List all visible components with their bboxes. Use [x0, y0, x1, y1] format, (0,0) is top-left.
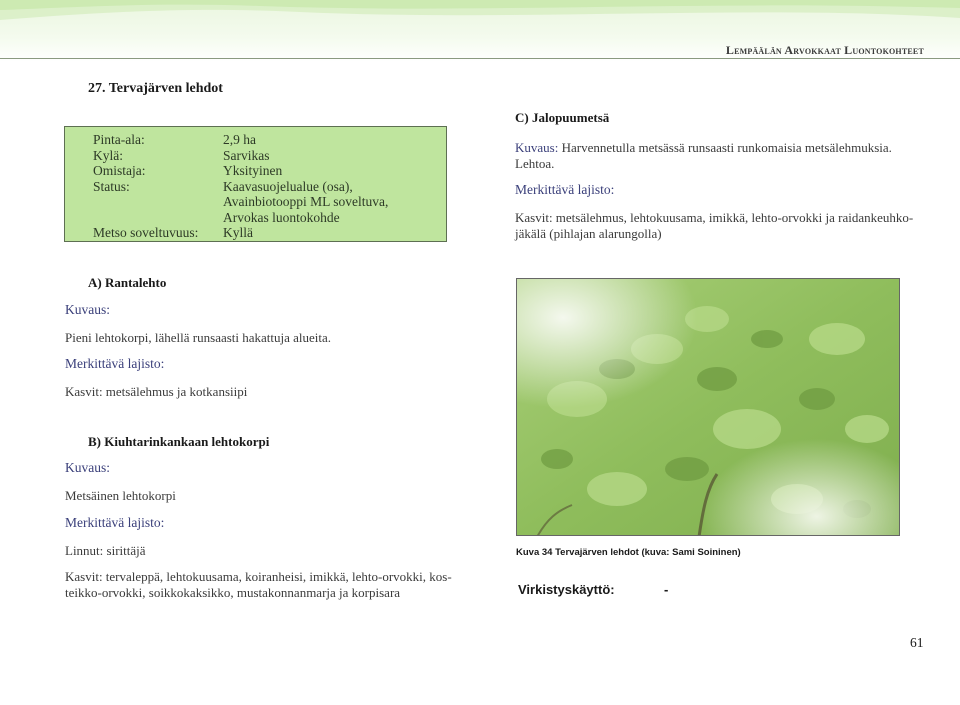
info-value: Sarvikas	[223, 147, 270, 163]
section-b-title: B) Kiuhtarinkankaan lehtokorpi	[88, 434, 270, 449]
info-value: Yksityinen	[223, 163, 283, 178]
section-b-kuvaus-label: Kuvaus:	[65, 460, 110, 475]
info-box	[64, 126, 447, 242]
header-swoosh	[0, 0, 960, 70]
header-rule	[0, 58, 960, 59]
info-value: Arvokas luontokohde	[223, 209, 340, 225]
section-a-kuvaus-label: Kuvaus:	[65, 302, 110, 317]
section-c-kuvaus	[515, 140, 892, 156]
info-key: Status:	[93, 178, 130, 194]
section-c-lajisto-label: Merkittävä lajisto:	[515, 182, 615, 197]
section-b-linnut: Linnut: sirittäjä	[65, 543, 146, 558]
kuvaus-label: Kuvaus:	[515, 140, 559, 155]
info-value: Kaavasuojelualue (osa),	[223, 178, 353, 194]
section-b-kuvaus: Metsäinen lehtokorpi	[65, 488, 176, 503]
info-key: Pinta-ala:	[93, 132, 145, 147]
virkistys-label: Virkistyskäyttö:	[518, 582, 615, 597]
leaf-canopy-image	[517, 279, 900, 536]
section-c-title: C) Jalopuumetsä	[515, 110, 610, 125]
info-key: Metso soveltuvuus:	[93, 225, 199, 240]
info-key: Omistaja:	[93, 163, 146, 178]
section-b-lajisto-label: Merkittävä lajisto:	[65, 515, 165, 530]
section-c-kasvit-cont: jäkälä (pihlajan alarungolla)	[515, 226, 662, 241]
photo-caption: Kuva 34 Tervajärven lehdot (kuva: Sami Soininen)	[516, 547, 741, 558]
section-a-title: A) Rantalehto	[88, 275, 167, 290]
section-b-kasvit: Kasvit: tervaleppä, lehtokuusama, koiranheisi, imikkä, lehto-orvokki, kos-	[65, 569, 452, 584]
section-a-lajisto-label: Merkittävä lajisto:	[65, 356, 165, 371]
header-title: Lempäälän Arvokkaat Luontokohteet	[725, 43, 924, 57]
page-title: 27. Tervajärven lehdot	[88, 81, 223, 96]
virkistys-value: -	[664, 582, 669, 597]
section-a-kasvit: Kasvit: metsälehmus ja kotkansiipi	[65, 384, 248, 399]
info-value: Kyllä	[223, 225, 253, 240]
section-c-kuvaus-cont: Lehtoa.	[515, 156, 555, 171]
page-number: 61	[910, 635, 924, 650]
section-b-kasvit-cont: teikko-orvokki, soikkokaksikko, mustakonnanmarja ja korpisara	[65, 585, 401, 600]
section-c-kasvit: Kasvit: metsälehmus, lehtokuusama, imikkä, lehto-orvokki ja raidankeuhko-	[515, 210, 914, 225]
info-key: Kylä:	[93, 147, 123, 163]
info-value: 2,9 ha	[223, 132, 256, 147]
kuvaus-text: Harvennetulla metsässä runsaasti runkomaisia metsälehmuksia.	[558, 140, 892, 155]
forest-photo	[516, 278, 900, 536]
info-value: Avainbiotooppi ML soveltuva,	[223, 194, 389, 209]
section-a-kuvaus: Pieni lehtokorpi, lähellä runsaasti hakattuja alueita.	[65, 330, 332, 345]
